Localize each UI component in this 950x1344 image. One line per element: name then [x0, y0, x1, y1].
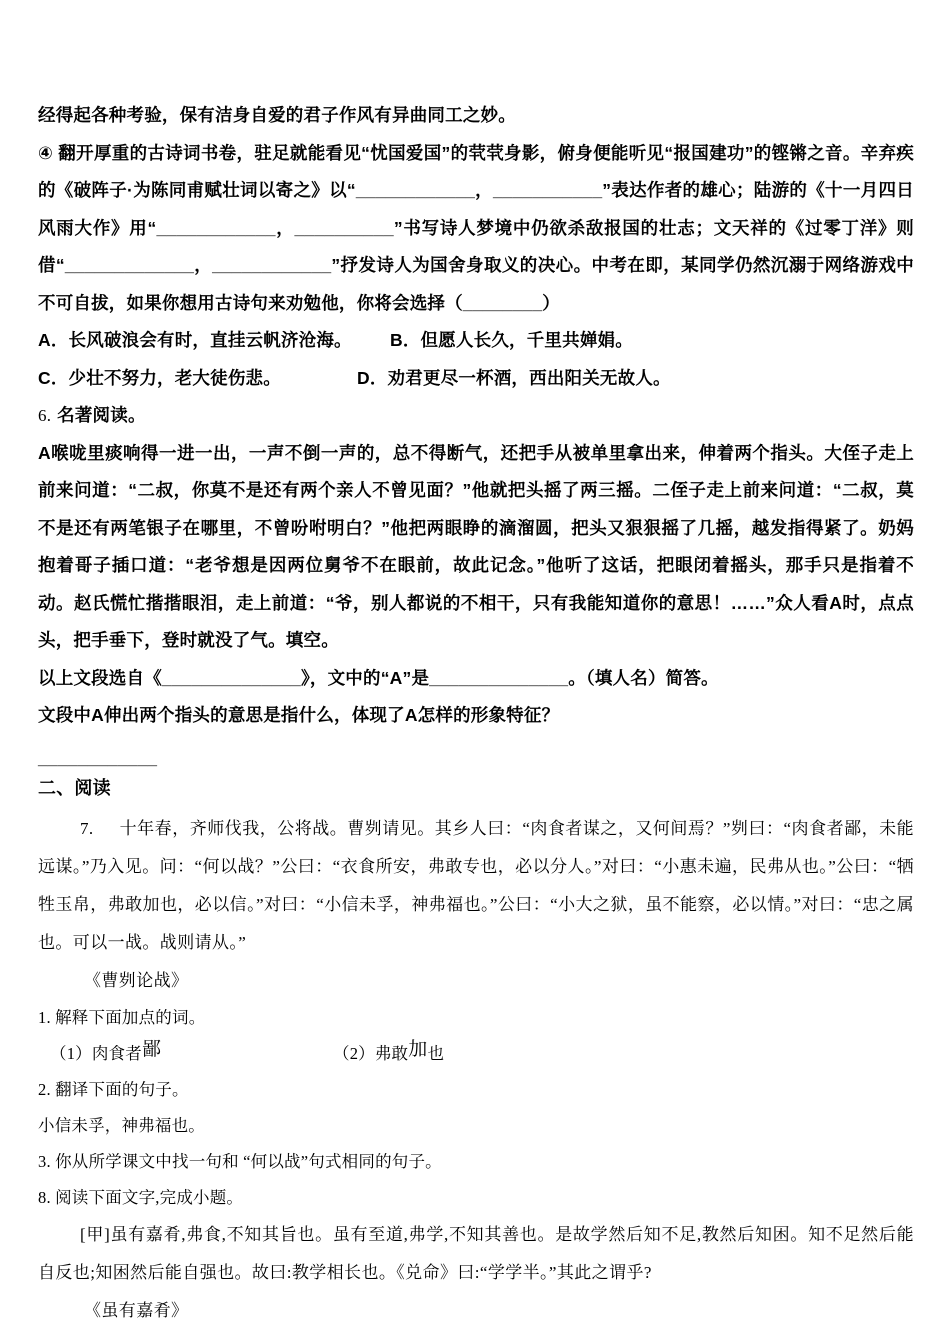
sub1-item-2-dotted-word: 加 [408, 1039, 428, 1060]
question-6-title-line [38, 397, 914, 435]
question-8-passage-jia: [甲]虽有嘉肴,弗食,不知其旨也。虽有至道,弗学,不知其善也。是故学然后知不足,教然后知困。知不足然后能自反也;知困然后能自强也。故曰:教学相长也。《兑命》曰:“学学半。”其此之谓乎? [38, 1225, 914, 1282]
question-6-fill-line: 以上文段选自《______________》，文中的“A”是______________。（填人名）简答。 [38, 667, 719, 688]
question-6-number: 6. [38, 406, 52, 425]
question-6-title: 名著阅读。 [57, 405, 146, 425]
sub1-item-1 [50, 1036, 333, 1072]
question-7-passage [38, 810, 914, 962]
question-8-source-jia: 《虽有嘉肴》 [84, 1301, 189, 1320]
choice-row-ab [38, 322, 914, 360]
question-7-sub1-items [50, 1036, 914, 1072]
choice-b: B．但愿人长久，千里共婵娟。 [390, 330, 633, 350]
choice-c: C．少壮不努力，老大徒伤悲。 [38, 367, 281, 388]
question-8-intro: 8. 阅读下面文字,完成小题。 [38, 1188, 244, 1207]
question-7-sub2: 2. 翻译下面的句子。 [38, 1080, 189, 1099]
sub1-item-2 [333, 1039, 445, 1063]
sub1-item-2-text: （2）弗敢 [333, 1044, 409, 1063]
answer-blank-line: ____________ [38, 747, 158, 768]
question-7-number: 7. [80, 819, 94, 838]
question-7-sub3: 3. 你从所学课文中找一句和 “何以战”句式相同的句子。 [38, 1152, 442, 1171]
question-7-passage-text: 十年春，齐师伐我，公将战。曹刿请见。其乡人曰：“肉食者谋之，又何间焉？”刿曰：“肉食者鄙，未能远谋。”乃入见。问：“何以战？”公曰：“衣食所安，弗敢专也，必以分人。”对曰：“小惠未遍，民弗从也。”公曰：“牺牲玉帛，弗敢加也，必以信。”对曰：“小信未孚，神弗福也。”公曰：“小大之狱，虽不能察，必以情。”对曰：“忠之属也。可以一战。战则请从。” [38, 819, 914, 952]
question-6-passage: A喉咙里痰响得一进一出，一声不倒一声的，总不得断气，还把手从被单里拿出来，伸着两个指头。大侄子走上前来问道：“二叔，你莫不是还有两个亲人不曾见面？”他就把头摇了两三摇。二侄子走上前来问道：“二叔，莫不是还有两笔银子在哪里，不曾吩咐明白？”他把两眼睁的滴溜圆，把头又狠狠摇了几摇，越发指得紧了。奶妈抱着哥子插口道：“老爷想是因两位舅爷不在眼前，故此记念。”他听了这话，把眼闭着摇头，那手只是指着不动。赵氏慌忙揩揩眼泪，走上前道：“爷，别人都说的不相干，只有我能知道你的意思！……”众人看A时，点点头，把手垂下，登时就没了气。填空。 [38, 442, 914, 650]
section-2-heading: 二、阅读 [38, 777, 111, 798]
question-7-source: 《曹刿论战》 [84, 971, 189, 990]
sub1-item-1-text: （1）肉食者 [50, 1044, 142, 1063]
item4-paragraph: ④ 翻开厚重的古诗词书卷，驻足就能看见“忧国爱国”的茕茕身影，俯身便能听见“报国建功”的铿锵之音。辛弃疾的《破阵子·为陈同甫赋壮词以寄之》以“____________，___________”表达作者的雄心；陆游的《十一月四日风雨大作》用“____________，__________”书写诗人梦境中仍欲杀敌报国的壮志；文天祥的《过零丁洋》则借“_____________，____________”抒发诗人为国舍身取义的决心。中考在即，某同学仍然沉溺于网络游戏中不可自拔，如果你想用古诗句来劝勉他，你将会选择（________） [38, 142, 914, 313]
question-6-short-answer: 文段中A伸出两个指头的意思是指什么，体现了A怎样的形象特征？ [38, 705, 560, 725]
intro-tail-paragraph: 经得起各种考验，保有洁身自爱的君子作风有异曲同工之妙。 [38, 105, 516, 125]
choice-a: A．长风破浪会有时，直挂云帆济沧海。 [38, 330, 352, 350]
choice-d: D．劝君更尽一杯酒，西出阳关无故人。 [357, 367, 671, 388]
choice-row-cd [38, 360, 914, 398]
sub1-item-1-dotted-word: 鄙 [141, 1039, 162, 1060]
question-7-sub2-sentence: 小信未孚，神弗福也。 [38, 1116, 205, 1135]
question-7-sub1: 1. 解释下面加点的词。 [38, 1008, 206, 1027]
sub1-item-2-suffix: 也 [427, 1044, 445, 1063]
